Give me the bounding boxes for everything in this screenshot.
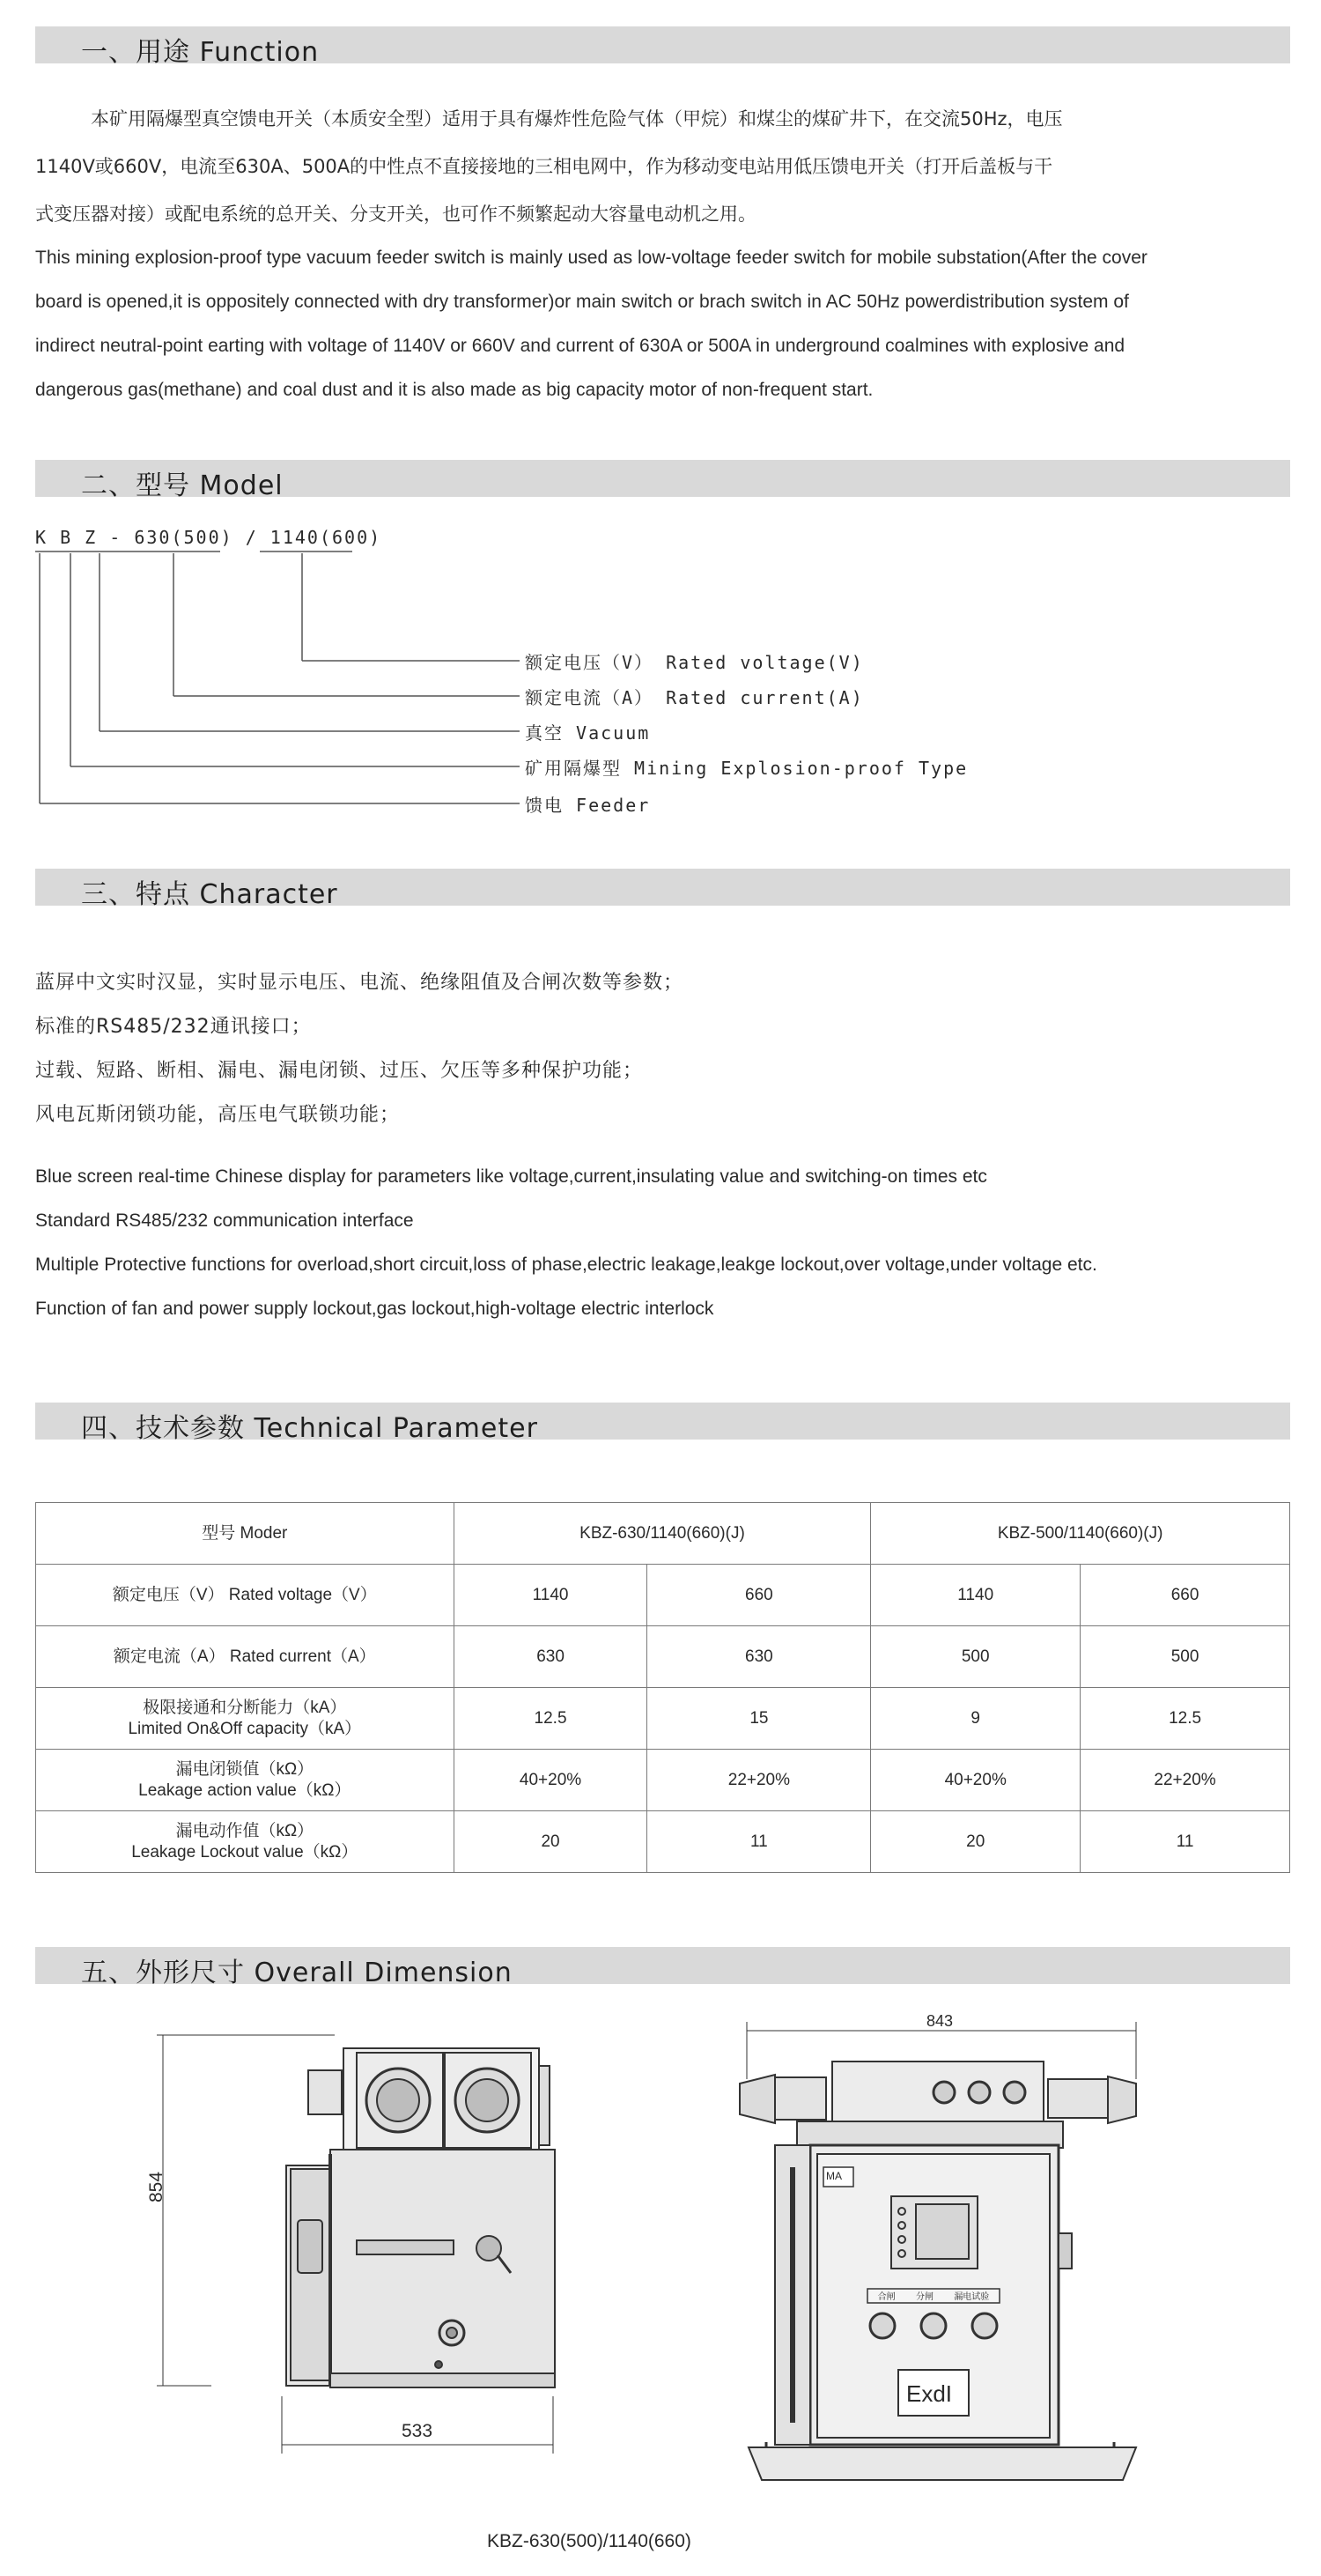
header-cell: 型号 Moder (36, 1503, 454, 1565)
table-cell: 20 (871, 1811, 1081, 1873)
section-header-dimension (35, 1947, 1290, 1988)
button-label: 分闸 (915, 2292, 934, 2302)
front-view-drawing (0, 2009, 1321, 2511)
table-row (36, 1811, 1290, 1873)
dimension-depth: 533 (402, 2421, 433, 2441)
section-header-technical (35, 1403, 1290, 1444)
table-cell: 500 (1081, 1626, 1290, 1688)
row-label-line: 额定电流（A） Rated current（A） (113, 1647, 376, 1666)
table-cell: 12.5 (454, 1688, 647, 1750)
text-line: This mining explosion-proof type vacuum feeder switch is mainly used as low-voltage feeder switch for mobile substation(After the cover (35, 248, 1148, 268)
table-row (36, 1750, 1290, 1811)
row-label-line: Leakage action value（kΩ） (138, 1780, 351, 1800)
table-cell: 660 (647, 1565, 871, 1626)
technical-parameter-table (35, 1502, 1290, 1873)
model-leader-lines (0, 0, 1321, 846)
section-title: 一、用途 Function (81, 37, 320, 68)
table-row (36, 1626, 1290, 1688)
section-title: 四、技术参数 Technical Parameter (81, 1413, 538, 1444)
feature-en-line: Standard RS485/232 communication interface (35, 1210, 414, 1231)
table-cell: 12.5 (1081, 1688, 1290, 1750)
text-line: 式变压器对接）或配电系统的总开关、分支开关，也可作不频繁起动大容量电动机之用。 (35, 204, 756, 225)
dimension-height: 854 (146, 2171, 166, 2202)
dimension-width: 843 (926, 2012, 954, 2030)
table-cell: 15 (647, 1688, 871, 1750)
model-label-feeder: 馈电 Feeder (525, 795, 651, 816)
model-label-explosion-proof: 矿用隔爆型 Mining Explosion-proof Type (525, 758, 969, 779)
row-label (36, 1811, 454, 1873)
feature-cn-line: 蓝屏中文实时汉显，实时显示电压、电流、绝缘阻值及合闸次数等参数； (35, 972, 684, 994)
table-cell: 40+20% (454, 1750, 647, 1811)
table-cell: 20 (454, 1811, 647, 1873)
row-label-line: 额定电压（V） Rated voltage（V） (112, 1585, 377, 1604)
table-header-row (36, 1503, 1290, 1565)
text-line: board is opened,it is oppositely connected with dry transformer)or main switch or brach switch in AC 50Hz powerdistribution system of (35, 292, 1129, 312)
row-label-line: 漏电动作值（kΩ） (175, 1821, 314, 1840)
front-button-labels (867, 2289, 1000, 2302)
table-cell: 22+20% (647, 1750, 871, 1811)
table-cell: 40+20% (871, 1750, 1081, 1811)
ma-plate-label: MA (826, 2170, 842, 2182)
table-cell: 1140 (454, 1565, 647, 1626)
table-cell: 11 (647, 1811, 871, 1873)
feature-cn-line: 风电瓦斯闭锁功能，高压电气联锁功能； (35, 1104, 401, 1126)
row-label (36, 1750, 454, 1811)
row-label (36, 1688, 454, 1750)
button-label: 合闸 (877, 2292, 896, 2302)
row-label-line: 极限接通和分断能力（kA） (143, 1698, 347, 1717)
header-cell: KBZ-630/1140(660)(J) (454, 1503, 871, 1565)
row-label-line: Leakage Lockout value（kΩ） (131, 1842, 358, 1862)
table-cell: 9 (871, 1688, 1081, 1750)
row-label-line: Limited On&Off capacity（kA） (128, 1719, 362, 1738)
row-label (36, 1565, 454, 1626)
table-cell: 500 (871, 1626, 1081, 1688)
model-label-vacuum: 真空 Vacuum (525, 722, 651, 744)
table-cell: 630 (454, 1626, 647, 1688)
text-line: 本矿用隔爆型真空馈电开关（本质安全型）适用于具有爆炸性危险气体（甲烷）和煤尘的煤矿井下，在交流50Hz，电压 (35, 108, 1063, 130)
feature-cn-line: 标准的RS485/232通讯接口； (35, 1016, 312, 1038)
section-title: 二、型号 Model (81, 470, 284, 501)
table-cell: 22+20% (1081, 1750, 1290, 1811)
button-label: 漏电试验 (954, 2292, 990, 2302)
table-cell: 1140 (871, 1565, 1081, 1626)
table-cell: 660 (1081, 1565, 1290, 1626)
text-line: indirect neutral-point earting with voltage of 1140V or 660V and current of 630A or 500A in underground coalmines with explosive and (35, 336, 1125, 356)
row-label (36, 1626, 454, 1688)
table-cell: 11 (1081, 1811, 1290, 1873)
table-row (36, 1688, 1290, 1750)
feature-en-line: Multiple Protective functions for overload,short circuit,loss of phase,electric leakage,leakge lockout,over voltage,under voltage etc. (35, 1255, 1097, 1275)
header-cell: KBZ-500/1140(660)(J) (871, 1503, 1290, 1565)
feature-cn-line: 过载、短路、断相、漏电、漏电闭锁、过压、欠压等多种保护功能； (35, 1060, 644, 1082)
table-row (36, 1565, 1290, 1626)
model-code: K B Z - 630(500) / 1140(600) (35, 527, 382, 548)
row-label-line: 漏电闭锁值（kΩ） (175, 1759, 314, 1779)
section-title: 五、外形尺寸 Overall Dimension (81, 1958, 513, 1988)
model-label-current: 额定电流（A） Rated current(A) (525, 687, 864, 708)
feature-en-line: Blue screen real-time Chinese display for parameters like voltage,current,insulating value and switching-on times etc (35, 1166, 987, 1187)
table-cell: 630 (647, 1626, 871, 1688)
exd-mark: ExdI (906, 2380, 953, 2407)
dimension-caption: KBZ-630(500)/1140(660) (487, 2531, 691, 2551)
text-line: dangerous gas(methane) and coal dust and it is also made as big capacity motor of non-frequent start. (35, 380, 874, 400)
section-header-character (35, 869, 1290, 910)
section-title: 三、特点 Character (81, 879, 338, 910)
text-line: 1140V或660V，电流至630A、500A的中性点不直接接地的三相电网中，作为移动变电站用低压馈电开关（打开后盖板与干 (35, 156, 1053, 177)
feature-en-line: Function of fan and power supply lockout,gas lockout,high-voltage electric interlock (35, 1299, 714, 1319)
model-label-voltage: 额定电压（V） Rated voltage(V) (525, 652, 864, 673)
